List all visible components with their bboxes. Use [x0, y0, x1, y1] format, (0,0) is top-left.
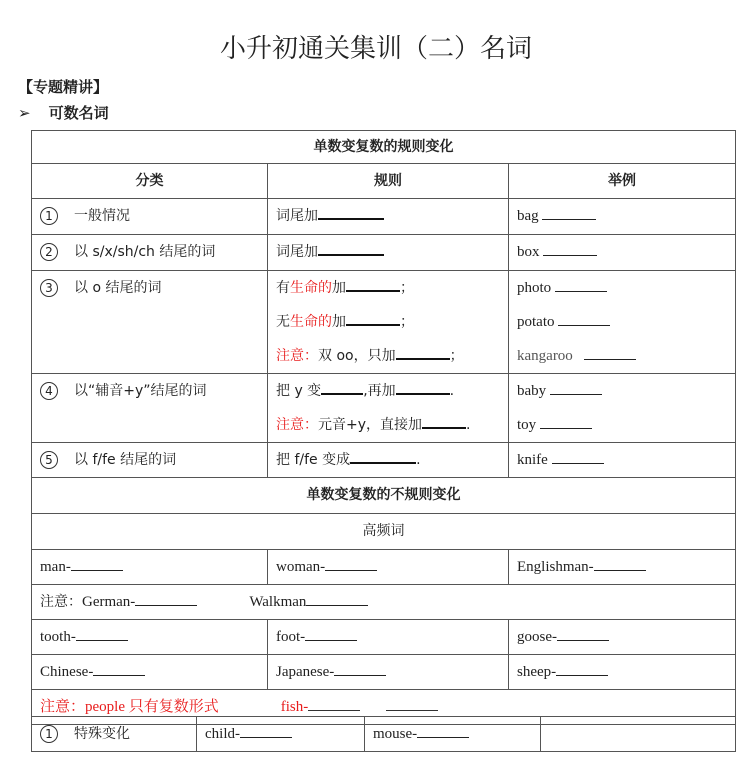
answer-blank[interactable] — [71, 555, 123, 571]
answer-blank[interactable] — [594, 555, 646, 571]
answer-blank[interactable] — [417, 722, 469, 738]
irregular-subtitle: 高频词 — [32, 514, 736, 550]
answer-blank[interactable] — [306, 590, 368, 606]
answer-blank[interactable] — [135, 590, 197, 606]
irregular-table-title: 单数变复数的不规则变化 — [32, 478, 736, 514]
answer-blank[interactable] — [346, 309, 400, 326]
answer-blank[interactable] — [334, 660, 386, 676]
answer-blank[interactable] — [557, 625, 609, 641]
answer-blank[interactable] — [318, 239, 384, 256]
answer-blank[interactable] — [543, 240, 597, 256]
table-row: tooth- foot- goose- — [32, 620, 736, 655]
table-row: 注意：German- Walkman — [32, 585, 736, 620]
table-row: 5 以 f/fe 结尾的词 把 f/fe 变成 . knife — [32, 443, 736, 478]
table-row: 4 以“辅音+y”结尾的词 把 y 变 ,再加 . 注意：元音+y，直接加 . baby toy — [32, 374, 736, 443]
answer-blank[interactable] — [93, 660, 145, 676]
page-title: 小升初通关集训（二）名词 — [219, 34, 532, 64]
answer-blank[interactable] — [305, 625, 357, 641]
answer-blank[interactable] — [584, 344, 636, 360]
table-row: 2 以 s/x/sh/ch 结尾的词 词尾加 box — [32, 235, 736, 271]
answer-blank[interactable] — [76, 625, 128, 641]
regular-plural-table — [31, 130, 736, 725]
special-change-table — [31, 716, 736, 752]
answer-blank[interactable] — [386, 695, 438, 711]
answer-blank[interactable] — [396, 343, 450, 360]
table-row: 1 一般情况 词尾加 bag — [32, 199, 736, 235]
answer-blank[interactable] — [542, 204, 596, 220]
answer-blank[interactable] — [325, 555, 377, 571]
table-row: man- woman- Englishman- — [32, 550, 736, 585]
table-row: 注意：people 只有复数形式 fish- — [32, 690, 736, 725]
answer-blank[interactable] — [550, 379, 602, 395]
answer-blank[interactable] — [308, 695, 360, 711]
answer-blank[interactable] — [318, 203, 384, 220]
answer-blank[interactable] — [555, 276, 607, 292]
table-row: Chinese- Japanese- sheep- — [32, 655, 736, 690]
subsection-heading: ➢ 可数名词 — [18, 104, 109, 122]
answer-blank[interactable] — [552, 448, 604, 464]
circled-number: 4 — [40, 382, 58, 400]
answer-blank[interactable] — [240, 722, 292, 738]
circled-number: 5 — [40, 451, 58, 469]
empty-cell — [541, 717, 736, 752]
answer-blank[interactable] — [558, 310, 610, 326]
header-example: 举例 — [509, 164, 736, 199]
table-row: 3 以 o 结尾的词 有生命的加 ； 无生命的加 ； 注意：双 oo，只加 ； photo potato kangaroo — [32, 271, 736, 374]
answer-blank[interactable] — [396, 378, 450, 395]
circled-number: 1 — [40, 725, 58, 743]
circled-number: 1 — [40, 207, 58, 225]
answer-blank[interactable] — [422, 412, 466, 429]
table-row: 1 特殊变化 child- mouse- — [32, 717, 736, 752]
answer-blank[interactable] — [540, 413, 592, 429]
section-heading: 【专题精讲】 — [18, 78, 109, 96]
arrow-bullet-icon: ➢ — [18, 104, 31, 122]
answer-blank[interactable] — [321, 378, 363, 395]
regular-table-title: 单数变复数的规则变化 — [32, 131, 736, 164]
answer-blank[interactable] — [350, 447, 416, 464]
circled-number: 2 — [40, 243, 58, 261]
header-rule: 规则 — [268, 164, 509, 199]
header-category: 分类 — [32, 164, 268, 199]
circled-number: 3 — [40, 279, 58, 297]
answer-blank[interactable] — [346, 275, 400, 292]
answer-blank[interactable] — [556, 660, 608, 676]
